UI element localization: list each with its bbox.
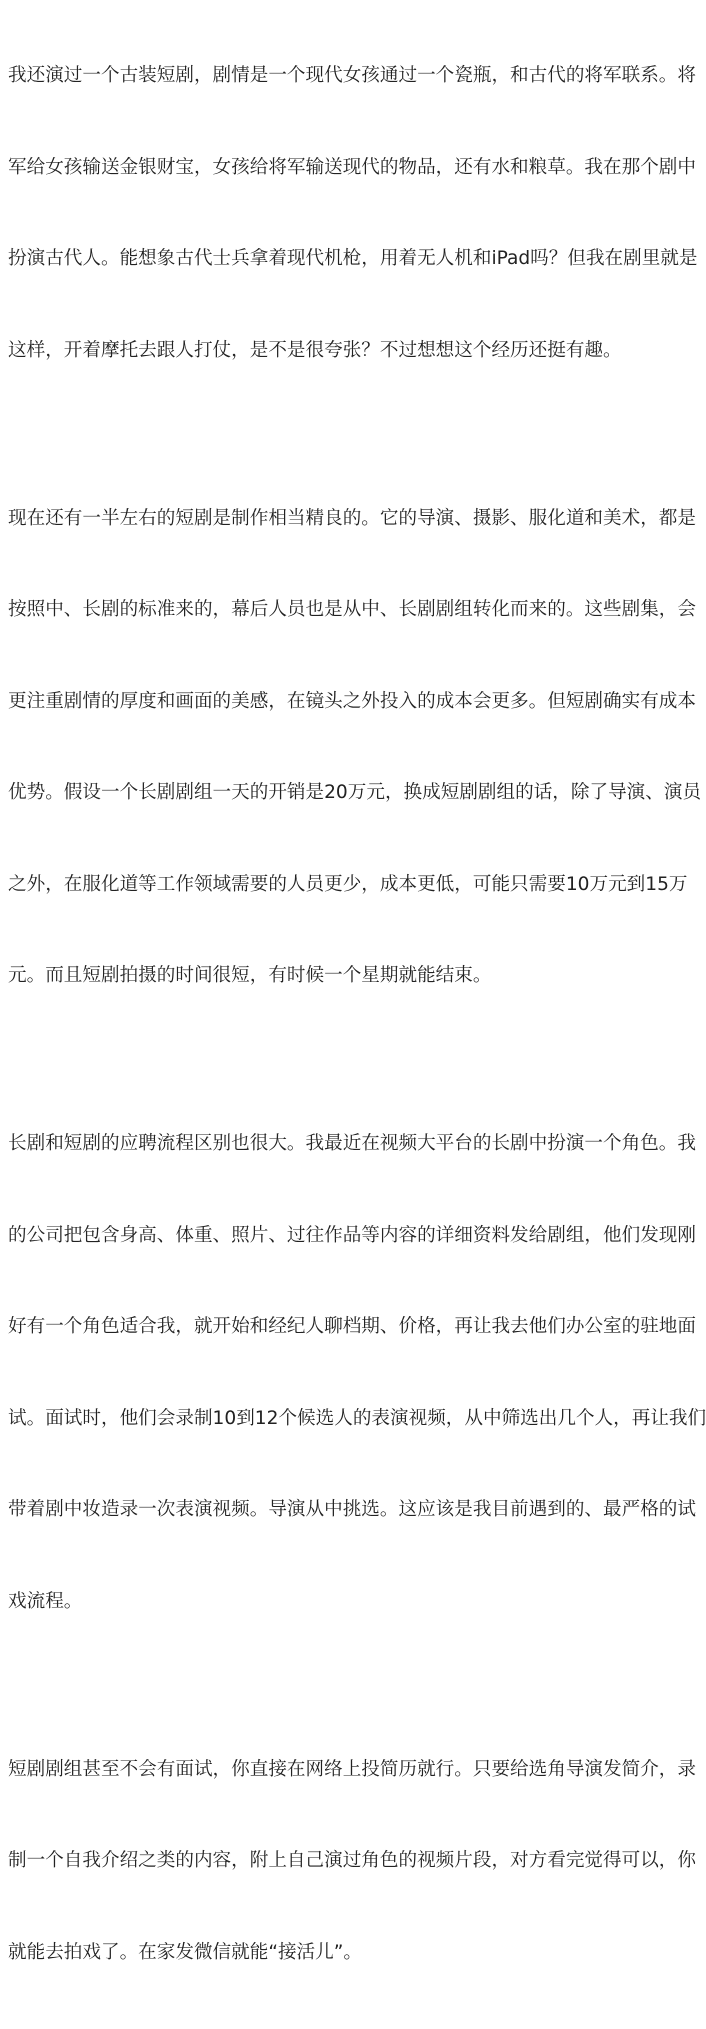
article-body <box>8 0 686 2029</box>
text-line: 扮演古代人。能想象古代士兵拿着现代机枪，用着无人机和iPad吗？但我在剧里就是 <box>8 244 686 275</box>
text-line: 之外，在服化道等工作领域需要的人员更少，成本更低，可能只需要10万元到15万 <box>8 870 686 901</box>
text-line: 元。而且短剧拍摄的时间很短，有时候一个星期就能结束。 <box>8 961 686 992</box>
text-line: 好有一个角色适合我，就开始和经纪人聊档期、价格，再让我去他们办公室的驻地面 <box>8 1312 686 1343</box>
paragraph-2 <box>8 443 686 1053</box>
text-line: 试。面试时，他们会录制10到12个候选人的表演视频，从中筛选出几个人，再让我们 <box>8 1404 686 1435</box>
text-line: 更注重剧情的厚度和画面的美感，在镜头之外投入的成本会更多。但短剧确实有成本 <box>8 687 686 718</box>
text-line: 我还演过一个古装短剧，剧情是一个现代女孩通过一个瓷瓶，和古代的将军联系。将 <box>8 61 686 92</box>
text-line: 就能去拍戏了。在家发微信就能“接活儿”。 <box>8 1938 686 1969</box>
text-line: 短剧剧组甚至不会有面试，你直接在网络上投简历就行。只要给选角导演发简介，录 <box>8 1755 686 1786</box>
text-line: 按照中、长剧的标准来的，幕后人员也是从中、长剧剧组转化而来的。这些剧集，会 <box>8 595 686 626</box>
text-line: 军给女孩输送金银财宝，女孩给将军输送现代的物品，还有水和粮草。我在那个剧中 <box>8 153 686 184</box>
paragraph-1 <box>8 0 686 427</box>
paragraph-3 <box>8 1068 686 1678</box>
text-line: 制一个自我介绍之类的内容，附上自己演过角色的视频片段，对方看完觉得可以，你 <box>8 1846 686 1877</box>
paragraph-4 <box>8 1694 686 2029</box>
text-line: 带着剧中妆造录一次表演视频。导演从中挑选。这应该是我目前遇到的、最严格的试 <box>8 1495 686 1526</box>
text-line: 这样，开着摩托去跟人打仗，是不是很夸张？不过想想这个经历还挺有趣。 <box>8 336 686 367</box>
text-line: 现在还有一半左右的短剧是制作相当精良的。它的导演、摄影、服化道和美术，都是 <box>8 504 686 535</box>
text-line: 优势。假设一个长剧剧组一天的开销是20万元，换成短剧剧组的话，除了导演、演员 <box>8 778 686 809</box>
text-line: 戏流程。 <box>8 1587 686 1618</box>
text-line: 的公司把包含身高、体重、照片、过往作品等内容的详细资料发给剧组，他们发现刚 <box>8 1221 686 1252</box>
text-line: 长剧和短剧的应聘流程区别也很大。我最近在视频大平台的长剧中扮演一个角色。我 <box>8 1129 686 1160</box>
